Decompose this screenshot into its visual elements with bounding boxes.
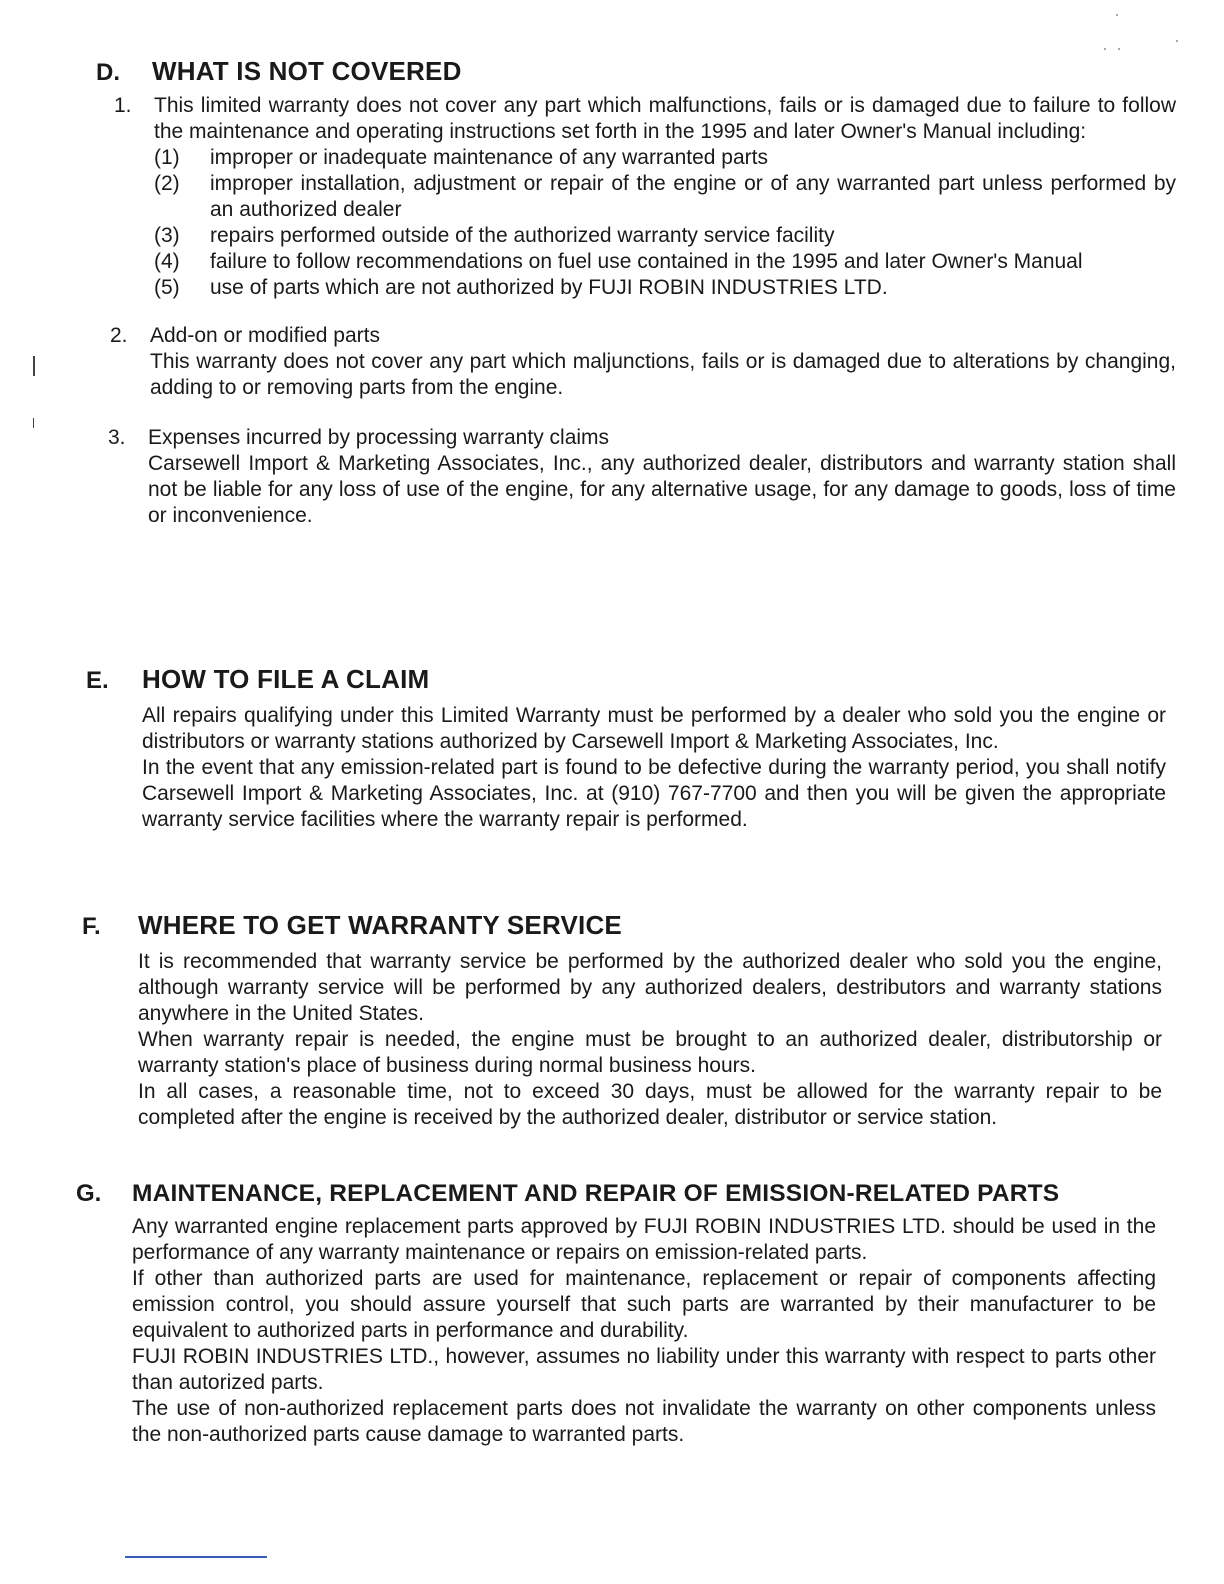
sub-item-text: improper or inadequate maintenance of any warranted parts — [210, 146, 768, 169]
item-title: Expenses incurred by processing warranty claims — [148, 426, 610, 449]
item-number: 3. — [108, 426, 126, 449]
item-text: This warranty does not cover any part which maljunctions, fails or is damaged due to alterations by changing, adding to or removing parts from the engine. — [150, 350, 1176, 399]
paragraph: The use of non-authorized replacement parts does not invalidate the warranty on other components unless the non-authorized parts cause damage to warranted parts. — [132, 1397, 1156, 1446]
sub-item — [154, 249, 1176, 275]
sub-item — [154, 171, 1176, 223]
item-title: Add-on or modified parts — [150, 324, 380, 347]
sub-item — [154, 223, 1176, 249]
section-title: MAINTENANCE, REPLACEMENT AND REPAIR OF EMISSION-RELATED PARTS — [132, 1180, 1060, 1207]
section-f — [82, 910, 1162, 1131]
sub-item-number: (1) — [154, 146, 180, 169]
item-number: 1. — [114, 94, 132, 117]
item-text: Carsewell Import & Marketing Associates, Inc., any authorized dealer, distributors and warranty station shall not be liable for any loss of use of the engine, for any alternative usage, for any damage to goods, loss of time or inconvenience. — [148, 452, 1176, 527]
sub-item-text: failure to follow recommendations on fuel use contained in the 1995 and later Owner's Manual — [210, 250, 1083, 273]
paragraph: All repairs qualifying under this Limited Warranty must be performed by a dealer who sold you the engine or distributors or warranty stations authorized by Carsewell Import & Marketing Associates, Inc. — [142, 704, 1166, 753]
item-text: This limited warranty does not cover any part which malfunctions, fails or is damaged due to failure to follow the maintenance and operating instructions set forth in the 1995 and later Owner's Manual including: — [154, 94, 1176, 143]
section-letter: D. — [96, 59, 120, 86]
section-d-heading — [96, 56, 1176, 87]
sub-item — [154, 145, 1176, 171]
section-title: WHAT IS NOT COVERED — [152, 56, 462, 86]
list-item — [114, 93, 1176, 301]
paragraph: FUJI ROBIN INDUSTRIES LTD., however, assumes no liability under this warranty with respect to parts other than autorized parts. — [132, 1345, 1156, 1394]
section-d — [96, 56, 1176, 529]
section-letter: E. — [86, 667, 109, 694]
section-letter: F. — [82, 913, 101, 940]
scan-speck — [1176, 40, 1178, 42]
sub-item-text: use of parts which are not authorized by FUJI ROBIN INDUSTRIES LTD. — [210, 276, 888, 299]
section-letter: G. — [76, 1180, 102, 1207]
section-g — [76, 1180, 1156, 1448]
scan-speck — [1104, 48, 1106, 50]
sub-item-number: (3) — [154, 224, 180, 247]
paragraph: In all cases, a reasonable time, not to exceed 30 days, must be allowed for the warranty repair to be completed after the engine is received by the authorized dealer, distributor or service station. — [138, 1080, 1162, 1129]
section-title: WHERE TO GET WARRANTY SERVICE — [138, 910, 622, 940]
margin-mark — [33, 418, 34, 428]
paragraph: In the event that any emission-related part is found to be defective during the warranty period, you shall notify Carsewell Import & Marketing Associates, Inc. at (910) 767-7700 and then you will be given the appropriate warranty service facilities where the warranty repair is performed. — [142, 756, 1166, 831]
sub-item — [154, 275, 1176, 301]
section-f-heading — [82, 910, 1162, 941]
sub-item-number: (4) — [154, 250, 180, 273]
paragraph: If other than authorized parts are used for maintenance, replacement or repair of components affecting emission control, you should assure yourself that such parts are warranted by their manufacturer to be equivalent to authorized parts in performance and durability. — [132, 1267, 1156, 1342]
section-e-heading — [86, 664, 1166, 695]
section-title: HOW TO FILE A CLAIM — [142, 664, 430, 694]
paragraph: When warranty repair is needed, the engine must be brought to an authorized dealer, distributorship or warranty station's place of business during normal business hours. — [138, 1028, 1162, 1077]
footnote-rule — [125, 1556, 267, 1558]
list-item — [108, 425, 1176, 529]
sub-item-number: (5) — [154, 276, 180, 299]
list-item — [110, 323, 1176, 401]
sub-item-number: (2) — [154, 172, 180, 195]
item-number: 2. — [110, 324, 128, 347]
sub-item-text: improper installation, adjustment or repair of the engine or of any warranted part unless performed by an authorized dealer — [210, 172, 1176, 221]
scan-speck — [1118, 48, 1120, 50]
section-e — [86, 664, 1166, 833]
scan-speck — [1116, 14, 1118, 16]
margin-mark — [33, 356, 35, 376]
paragraph: It is recommended that warranty service be performed by the authorized dealer who sold you the engine, although warranty service will be performed by any authorized dealers, destributors and warranty stations anywhere in the United States. — [138, 950, 1162, 1025]
section-g-heading — [76, 1180, 1156, 1208]
sub-item-text: repairs performed outside of the authorized warranty service facility — [210, 224, 835, 247]
paragraph: Any warranted engine replacement parts approved by FUJI ROBIN INDUSTRIES LTD. should be used in the performance of any warranty maintenance or repairs on emission-related parts. — [132, 1215, 1156, 1264]
